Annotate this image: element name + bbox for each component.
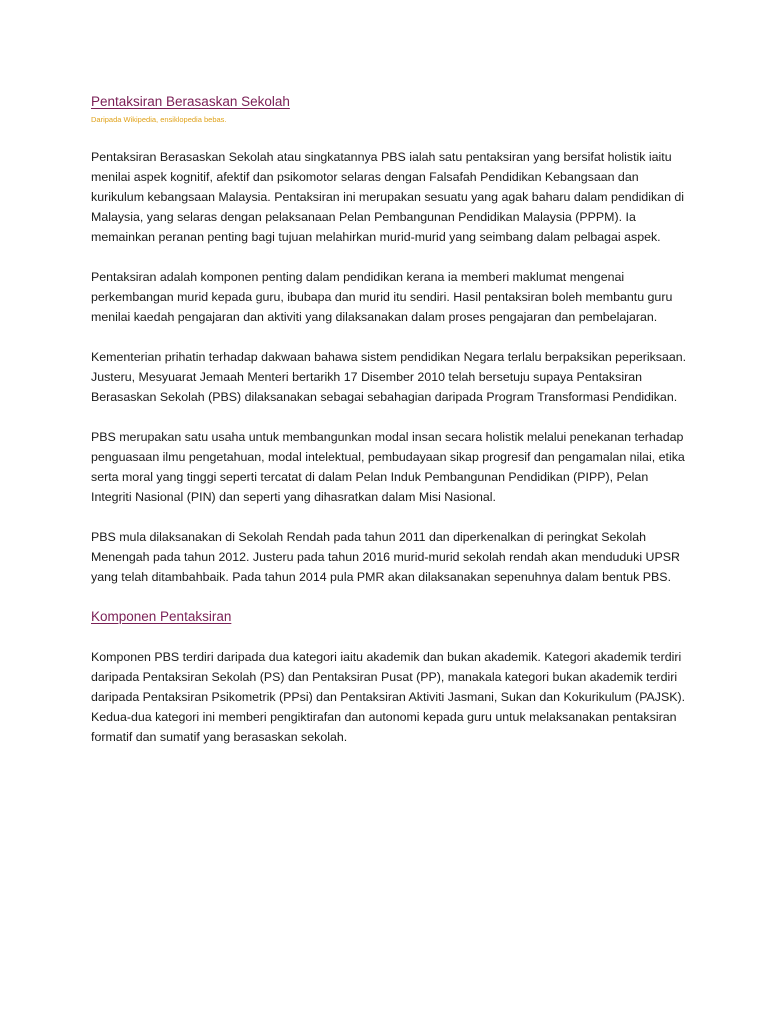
document-content xyxy=(91,92,689,747)
paragraph-importance: Pentaksiran adalah komponen penting dalam pendidikan kerana ia memberi maklumat mengenai perkembangan murid kepada guru, ibubapa dan murid itu sendiri. Hasil pentaksiran boleh membantu guru menilai kaedah pengajaran dan aktiviti yang dilaksanakan dalam proses pengajaran dan pembelajaran. xyxy=(91,270,673,324)
paragraph-intro: Pentaksiran Berasaskan Sekolah atau singkatannya PBS ialah satu pentaksiran yang bersifat holistik iaitu menilai aspek kognitif, afektif dan psikomotor selaras dengan Falsafah Pendidikan Kebangsaan dan kurikulum kebangsaan Malaysia. Pentaksiran ini merupakan sesuatu yang agak baharu dalam pendidikan di Malaysia, yang selaras dengan pelaksanaan Pelan Pembangunan Pendidikan Malaysia (PPPM). Ia memainkan peranan penting bagi tujuan melahirkan murid-murid yang seimbang dalam pelbagai aspek. xyxy=(91,150,685,244)
section-heading-komponen[interactable]: Komponen Pentaksiran xyxy=(91,609,232,624)
paragraph-implementation: PBS mula dilaksanakan di Sekolah Rendah pada tahun 2011 dan diperkenalkan di peringkat Sekolah Menengah pada tahun 2012. Justeru pada tahun 2016 murid-murid sekolah rendah akan menduduki UPSR yang telah ditambahbaik. Pada tahun 2014 pula PMR akan dilaksanakan sepenuhnya dalam bentuk PBS. xyxy=(91,530,680,584)
paragraph-holistic: PBS merupakan satu usaha untuk membangunkan modal insan secara holistik melalui penekanan terhadap penguasaan ilmu pengetahuan, modal intelektual, pembudayaan sikap progresif dan pengamalan nilai, etika serta moral yang tinggi seperti tercatat di dalam Pelan Induk Pembangunan Pendidikan (PIPP), Pelan Integriti Nasional (PIN) dan seperti yang dihasratkan dalam Misi Nasional. xyxy=(91,430,685,504)
paragraph-komponen: Komponen PBS terdiri daripada dua kategori iaitu akademik dan bukan akademik. Kategori akademik terdiri daripada Pentaksiran Sekolah (PS) dan Pentaksiran Pusat (PP), manakala kategori bukan akademik terdiri daripada Pentaksiran Psikometrik (PPsi) dan Pentaksiran Aktiviti Jasmani, Sukan dan Kokurikulum (PAJSK). Kedua-dua kategori ini memberi pengiktirafan dan autonomi kepada guru untuk melaksanakan pentaksiran formatif dan sumatif yang berasaskan sekolah. xyxy=(91,650,686,744)
paragraph-ministry: Kementerian prihatin terhadap dakwaan bahawa sistem pendidikan Negara terlalu berpaksikan peperiksaan. Justeru, Mesyuarat Jemaah Menteri bertarikh 17 Disember 2010 telah bersetuju supaya Pentaksiran Berasaskan Sekolah (PBS) dilaksanakan sebagai sebahagian daripada Program Transformasi Pendidikan. xyxy=(91,350,687,404)
source-note: Daripada Wikipedia, ensiklopedia bebas. xyxy=(91,115,227,124)
page-title[interactable]: Pentaksiran Berasaskan Sekolah xyxy=(91,94,290,109)
